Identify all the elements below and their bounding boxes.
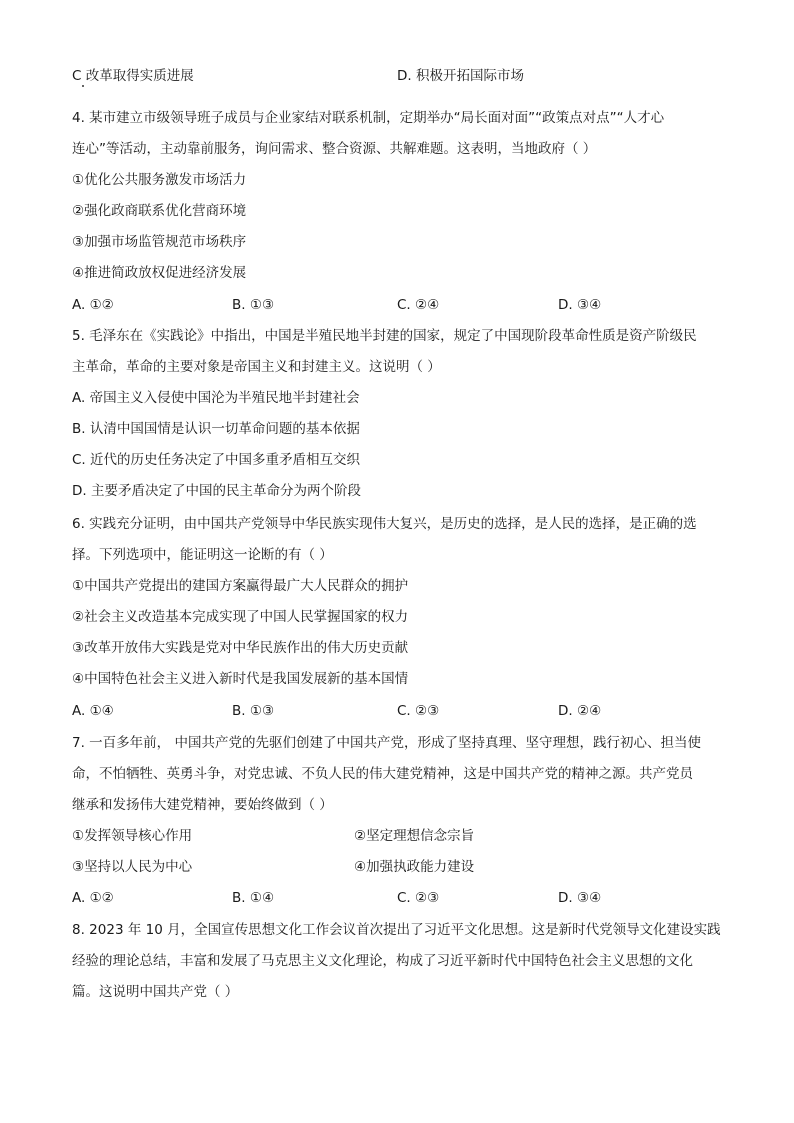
stray-dot [82,85,84,87]
q6-options-row [72,701,724,721]
q5-stem-line-1: 5. 毛泽东在《实践论》中指出，中国是半殖民地半封建的国家，规定了中国现阶段革命性质是资产阶级民 [72,328,697,344]
q6-stem-line-2: 择。下列选项中，能证明这一论断的有（ ） [72,547,333,563]
q3-options-row [72,66,724,86]
q4-statement-4: ④推进简政放权促进经济发展 [72,265,247,281]
q8-stem-line-1: 8. 2023 年 10 月，全国宣传思想文化工作会议首次提出了习近平文化思想。这是新时代党领导文化建设实践 [72,922,721,938]
q7-option-a[interactable]: A. ①② [72,890,114,906]
q5-stem-line-2: 主革命，革命的主要对象是帝国主义和封建主义。这说明（ ） [72,359,441,375]
q7-statement-3: ③坚持以人民为中心 [72,859,193,875]
q6-option-a[interactable]: A. ①④ [72,703,114,719]
q7-stem-line-3: 继承和发扬伟大建党精神，要始终做到（ ） [72,797,333,813]
q4-statement-3: ③加强市场监管规范市场秩序 [72,234,247,250]
q7-stem-line-2: 命，不怕牺牲、英勇斗争，对党忠诚、不负人民的伟大建党精神，这是中国共产党的精神之源。共产党员 [72,766,693,782]
q6-statement-4: ④中国特色社会主义进入新时代是我国发展新的基本国情 [72,671,409,687]
q3-option-d[interactable]: D. 积极开拓国际市场 [397,68,524,84]
q7-statements-row-2 [72,857,724,877]
q7-statement-4: ④加强执政能力建设 [354,859,475,875]
q5-option-c[interactable]: C. 近代的历史任务决定了中国多重矛盾相互交织 [72,452,361,468]
q7-stem-line-1: 7. 一百多年前， 中国共产党的先驱们创建了中国共产党，形成了坚持真理、坚守理想，践行初心、担当使 [72,735,701,751]
q7-statements-row-1 [72,826,724,846]
q7-option-d[interactable]: D. ③④ [558,890,602,906]
q5-option-b[interactable]: B. 认清中国国情是认识一切革命问题的基本依据 [72,421,360,437]
q6-option-d[interactable]: D. ②④ [558,703,602,719]
q8-stem-line-2: 经验的理论总结，丰富和发展了马克思主义文化理论，构成了习近平新时代中国特色社会主义思想的文化 [72,953,693,969]
q7-option-b[interactable]: B. ①④ [232,890,275,906]
q7-statement-1: ①发挥领导核心作用 [72,828,193,844]
q4-stem-line-1: 4. 某市建立市级领导班子成员与企业家结对联系机制，定期举办“局长面对面”“政策点对点”“人才心 [72,110,665,126]
q6-statement-1: ①中国共产党提出的建国方案赢得最广大人民群众的拥护 [72,578,409,594]
q4-options-row [72,295,724,315]
q6-option-c[interactable]: C. ②③ [397,703,440,719]
q6-stem-line-1: 6. 实践充分证明，由中国共产党领导中华民族实现伟大复兴，是历史的选择，是人民的选择，是正确的选 [72,516,697,532]
q6-statement-2: ②社会主义改造基本完成实现了中国人民掌握国家的权力 [72,609,409,625]
q7-option-c[interactable]: C. ②③ [397,890,440,906]
q5-option-d[interactable]: D. 主要矛盾决定了中国的民主革命分为两个阶段 [72,483,361,499]
q7-options-row [72,888,724,908]
q7-statement-2: ②坚定理想信念宗旨 [354,828,475,844]
q6-statement-3: ③改革开放伟大实践是党对中华民族作出的伟大历史贡献 [72,640,409,656]
q4-option-b[interactable]: B. ①③ [232,297,275,313]
q5-option-a[interactable]: A. 帝国主义入侵使中国沦为半殖民地半封建社会 [72,390,360,406]
q4-option-c[interactable]: C. ②④ [397,297,440,313]
q8-stem-line-3: 篇。这说明中国共产党（ ） [72,984,239,1000]
q4-option-a[interactable]: A. ①② [72,297,114,313]
q6-option-b[interactable]: B. ①③ [232,703,275,719]
q4-option-d[interactable]: D. ③④ [558,297,602,313]
q4-statement-2: ②强化政商联系优化营商环境 [72,203,247,219]
q3-option-c[interactable]: C 改革取得实质进展 [72,68,194,84]
q4-statement-1: ①优化公共服务激发市场活力 [72,172,247,188]
q4-stem-line-2: 连心”等活动，主动靠前服务，询问需求、整合资源、共解难题。这表明，当地政府（ ） [72,141,597,157]
